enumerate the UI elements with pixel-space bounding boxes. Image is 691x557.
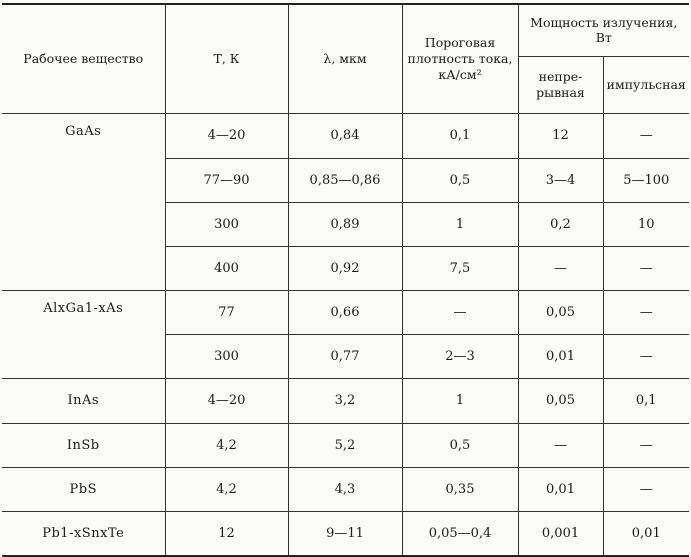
cell-pulsed: —: [603, 423, 689, 467]
cell-threshold: 0,05—0,4: [402, 511, 518, 556]
laser-materials-table: [2, 3, 689, 557]
cell-pulsed: 5—100: [603, 158, 689, 202]
cell-threshold: 2—3: [402, 334, 518, 378]
cell-pulsed: —: [603, 467, 689, 511]
cell-temperature: 300: [165, 334, 288, 378]
cell-continuous: —: [518, 246, 603, 290]
table-row: [2, 378, 689, 423]
material-inas: InAs: [2, 378, 165, 423]
material-gaas: GaAs: [2, 113, 165, 290]
header-material: Рабочее вещество: [2, 4, 165, 113]
table-row: [2, 511, 689, 556]
header-continuous: непре-рывная: [518, 56, 603, 113]
material-pbs: PbS: [2, 467, 165, 511]
cell-threshold: 7,5: [402, 246, 518, 290]
cell-threshold: 0,5: [402, 158, 518, 202]
cell-wavelength: 5,2: [288, 423, 402, 467]
header-wavelength: λ, мкм: [288, 4, 402, 113]
cell-wavelength: 0,84: [288, 113, 402, 158]
cell-threshold: 0,1: [402, 113, 518, 158]
cell-threshold: 0,5: [402, 423, 518, 467]
cell-continuous: 3—4: [518, 158, 603, 202]
cell-continuous: —: [518, 423, 603, 467]
cell-wavelength: 3,2: [288, 378, 402, 423]
cell-wavelength: 0,85—0,86: [288, 158, 402, 202]
cell-threshold: 1: [402, 202, 518, 246]
material-insb: InSb: [2, 423, 165, 467]
header-temperature: Т, К: [165, 4, 288, 113]
cell-continuous: 12: [518, 113, 603, 158]
header-pulsed: импульсная: [603, 56, 689, 113]
cell-pulsed: —: [603, 246, 689, 290]
header-power: Мощность излучения, Вт: [518, 4, 689, 56]
cell-continuous: 0,05: [518, 378, 603, 423]
cell-wavelength: 0,66: [288, 290, 402, 334]
cell-wavelength: 0,89: [288, 202, 402, 246]
cell-temperature: 12: [165, 511, 288, 556]
cell-temperature: 77—90: [165, 158, 288, 202]
cell-temperature: 4,2: [165, 423, 288, 467]
cell-continuous: 0,05: [518, 290, 603, 334]
material-pbsnte: Pb1-xSnxTe: [2, 511, 165, 556]
cell-continuous: 0,01: [518, 467, 603, 511]
cell-temperature: 4—20: [165, 113, 288, 158]
cell-pulsed: —: [603, 113, 689, 158]
cell-temperature: 400: [165, 246, 288, 290]
material-algaas: [2, 290, 165, 378]
cell-continuous: 0,2: [518, 202, 603, 246]
table-row: [2, 423, 689, 467]
cell-wavelength: 4,3: [288, 467, 402, 511]
material-algaas-formula: AlxGa1-xAs: [43, 300, 124, 316]
cell-threshold: 0,35: [402, 467, 518, 511]
cell-pulsed: —: [603, 334, 689, 378]
cell-wavelength: 0,92: [288, 246, 402, 290]
cell-wavelength: 9—11: [288, 511, 402, 556]
cell-temperature: 77: [165, 290, 288, 334]
table-row: [2, 290, 689, 334]
cell-threshold: 1: [402, 378, 518, 423]
cell-threshold: —: [402, 290, 518, 334]
cell-pulsed: —: [603, 290, 689, 334]
cell-pulsed: 0,01: [603, 511, 689, 556]
table-row: [2, 113, 689, 158]
cell-pulsed: 0,1: [603, 378, 689, 423]
cell-temperature: 4,2: [165, 467, 288, 511]
header-threshold: Пороговая плотность тока, кА/см²: [402, 4, 518, 113]
cell-wavelength: 0,77: [288, 334, 402, 378]
cell-continuous: 0,01: [518, 334, 603, 378]
cell-continuous: 0,001: [518, 511, 603, 556]
cell-temperature: 4—20: [165, 378, 288, 423]
cell-pulsed: 10: [603, 202, 689, 246]
table-row: [2, 467, 689, 511]
cell-temperature: 300: [165, 202, 288, 246]
